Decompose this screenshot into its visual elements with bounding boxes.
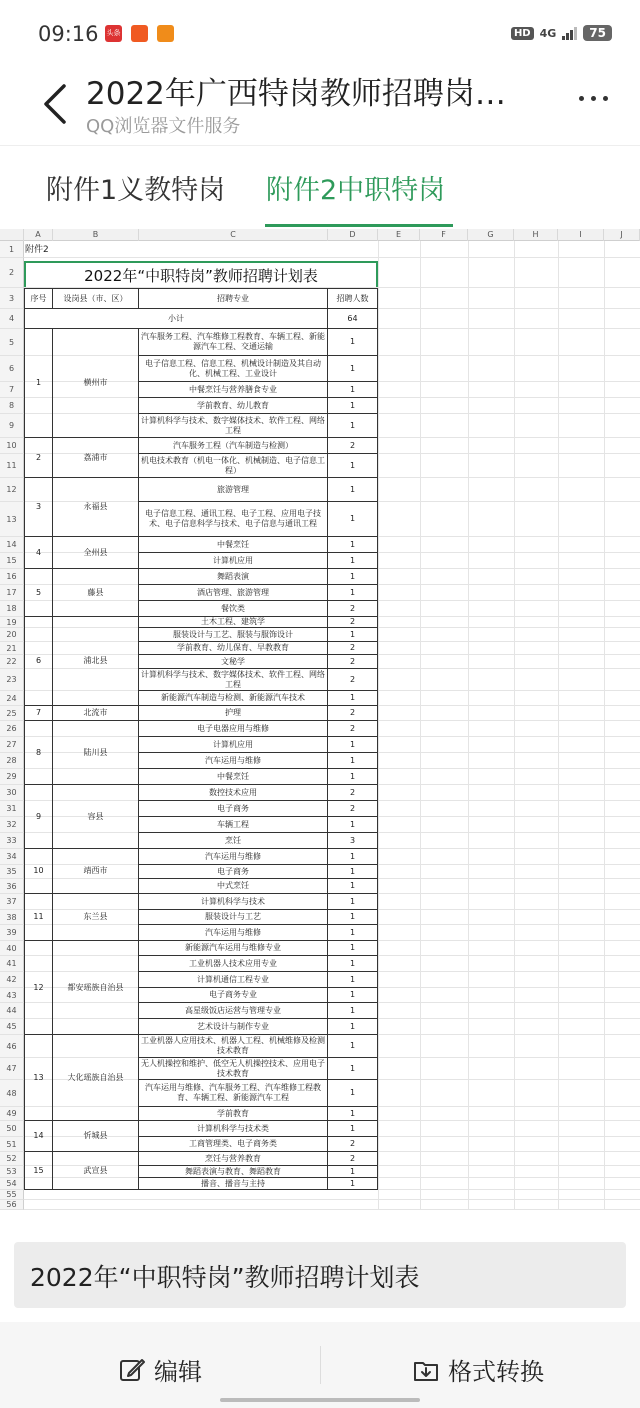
count-cell[interactable]: 1 [328, 956, 378, 972]
count-cell[interactable]: 1 [328, 382, 378, 398]
major-cell[interactable]: 汽车运用与维修 [139, 925, 328, 941]
group-seq-cell[interactable]: 9 [24, 785, 53, 849]
count-cell[interactable]: 1 [328, 569, 378, 585]
group-county-cell[interactable]: 北流市 [53, 706, 139, 721]
group-seq-cell[interactable]: 6 [24, 617, 53, 706]
row-number[interactable]: 53 [0, 1166, 24, 1178]
row-number[interactable]: 39 [0, 925, 24, 941]
major-cell[interactable]: 文秘学 [139, 655, 328, 669]
group-seq-cell[interactable]: 3 [24, 478, 53, 537]
group-county-cell[interactable]: 浦北县 [53, 617, 139, 706]
major-cell[interactable]: 播音、播音与主持 [139, 1178, 328, 1190]
group-county-cell[interactable]: 藤县 [53, 569, 139, 617]
group-county-cell[interactable]: 忻城县 [53, 1121, 139, 1152]
count-cell[interactable]: 1 [328, 817, 378, 833]
major-cell[interactable]: 烹饪 [139, 833, 328, 849]
row-number[interactable]: 15 [0, 553, 24, 569]
row-number[interactable]: 55 [0, 1190, 24, 1200]
count-cell[interactable]: 2 [328, 655, 378, 669]
count-cell[interactable]: 1 [328, 585, 378, 601]
group-county-cell[interactable]: 陆川县 [53, 721, 139, 785]
app-notification-icon [131, 25, 148, 42]
group-seq-cell[interactable]: 1 [24, 329, 53, 438]
row-number[interactable]: 27 [0, 737, 24, 753]
row-number[interactable]: 44 [0, 1003, 24, 1019]
row-number[interactable]: 10 [0, 438, 24, 454]
row-number[interactable]: 17 [0, 585, 24, 601]
count-cell[interactable]: 1 [328, 1080, 378, 1107]
count-cell[interactable]: 1 [328, 1058, 378, 1080]
major-cell[interactable]: 数控技术应用 [139, 785, 328, 801]
column-header-g[interactable]: G [468, 229, 514, 241]
major-cell[interactable]: 酒店管理、旅游管理 [139, 585, 328, 601]
row-number[interactable]: 19 [0, 617, 24, 628]
subtotal-count[interactable]: 64 [328, 309, 378, 329]
count-cell[interactable]: 1 [328, 454, 378, 478]
count-cell[interactable]: 1 [328, 414, 378, 438]
home-indicator [220, 1398, 420, 1402]
major-cell[interactable]: 车辆工程 [139, 817, 328, 833]
column-gridline [558, 241, 559, 1210]
count-cell[interactable]: 1 [328, 941, 378, 956]
row-number[interactable]: 40 [0, 941, 24, 956]
major-cell[interactable]: 汽车服务工程、汽车维修工程教育、车辆工程、新能源汽车工程、交通运输 [139, 329, 328, 356]
row-number[interactable]: 18 [0, 601, 24, 617]
column-header-d[interactable]: D [328, 229, 378, 241]
header-county[interactable]: 设岗县（市、区） [53, 288, 139, 309]
count-cell[interactable]: 1 [328, 537, 378, 553]
cell-a1[interactable]: 附件2 [25, 245, 49, 255]
count-cell[interactable]: 2 [328, 601, 378, 617]
major-cell[interactable]: 舞蹈表演与教育、舞蹈教育 [139, 1166, 328, 1178]
column-header-j[interactable]: J [604, 229, 640, 241]
row-number[interactable]: 54 [0, 1178, 24, 1190]
major-cell[interactable]: 护理 [139, 706, 328, 721]
major-cell[interactable]: 服装设计与工艺、服装与服饰设计 [139, 628, 328, 642]
count-cell[interactable]: 1 [328, 865, 378, 879]
major-cell[interactable]: 汽车服务工程（汽车制造与检测） [139, 438, 328, 454]
major-cell[interactable]: 学前教育、幼儿保育、早教教育 [139, 642, 328, 655]
group-seq-cell[interactable]: 10 [24, 849, 53, 894]
row-number[interactable]: 37 [0, 894, 24, 910]
column-header-h[interactable]: H [514, 229, 558, 241]
row-number[interactable]: 52 [0, 1152, 24, 1166]
major-cell[interactable]: 汽车运用与维修、汽车服务工程、汽车维修工程教育、车辆工程、新能源汽车工程 [139, 1080, 328, 1107]
major-cell[interactable]: 电子商务 [139, 865, 328, 879]
row-number[interactable]: 7 [0, 382, 24, 398]
major-cell[interactable]: 中餐烹饪 [139, 769, 328, 785]
row-gridline [24, 257, 640, 258]
row-number[interactable]: 11 [0, 454, 24, 478]
sheet-title-cell[interactable]: 2022年“中职特岗”教师招聘计划表 [24, 261, 378, 289]
group-seq-cell[interactable]: 5 [24, 569, 53, 617]
row-number[interactable]: 23 [0, 669, 24, 691]
row-number[interactable]: 21 [0, 642, 24, 655]
major-cell[interactable]: 电子信息工程、信息工程、机械设计制造及其自动化、机械工程、工业设计 [139, 356, 328, 382]
group-seq-cell[interactable]: 15 [24, 1152, 53, 1190]
row-number[interactable]: 4 [0, 309, 24, 329]
more-menu-icon[interactable] [579, 96, 608, 101]
status-right [511, 25, 612, 41]
major-cell[interactable]: 机电技术教育（机电一体化、机械制造、电子信息工程） [139, 454, 328, 478]
count-cell[interactable]: 1 [328, 1166, 378, 1178]
count-cell[interactable]: 2 [328, 617, 378, 628]
group-seq-cell[interactable]: 12 [24, 941, 53, 1035]
count-cell[interactable]: 1 [328, 972, 378, 988]
column-header-e[interactable]: E [378, 229, 420, 241]
signal-bars-icon [562, 26, 577, 40]
row-number[interactable]: 6 [0, 356, 24, 382]
count-cell[interactable]: 1 [328, 553, 378, 569]
major-cell[interactable]: 计算机通信工程专业 [139, 972, 328, 988]
group-county-cell[interactable]: 大化瑶族自治县 [53, 1035, 139, 1121]
signal-label: 4G [539, 26, 557, 40]
hd-icon: HD [511, 27, 534, 40]
column-gridline [378, 241, 379, 1210]
row-number[interactable]: 45 [0, 1019, 24, 1035]
major-cell[interactable]: 计算机科学与技术类 [139, 1121, 328, 1137]
row-number[interactable]: 30 [0, 785, 24, 801]
row-number[interactable]: 43 [0, 988, 24, 1003]
count-cell[interactable]: 2 [328, 801, 378, 817]
edit-label: 编辑 [154, 1358, 202, 1386]
toutiao-icon: 头条 [105, 25, 122, 42]
row-number[interactable]: 31 [0, 801, 24, 817]
edit-icon [118, 1356, 146, 1384]
major-cell[interactable]: 旅游管理 [139, 478, 328, 502]
major-cell[interactable]: 电子电器应用与维修 [139, 721, 328, 737]
row-number[interactable]: 28 [0, 753, 24, 769]
count-cell[interactable]: 1 [328, 737, 378, 753]
row-number[interactable]: 22 [0, 655, 24, 669]
row-number[interactable]: 46 [0, 1035, 24, 1058]
major-cell[interactable]: 中餐烹饪与营养膳食专业 [139, 382, 328, 398]
count-cell[interactable]: 1 [328, 988, 378, 1003]
header-count[interactable]: 招聘人数 [328, 288, 378, 309]
major-cell[interactable]: 工业机器人技术应用专业 [139, 956, 328, 972]
count-cell[interactable]: 1 [328, 398, 378, 414]
major-cell[interactable]: 计算机应用 [139, 737, 328, 753]
spreadsheet[interactable] [0, 229, 640, 1229]
column-header-f[interactable]: F [420, 229, 468, 241]
status-time: 09:16 [38, 22, 99, 46]
row-number[interactable]: 32 [0, 817, 24, 833]
major-cell[interactable]: 计算机科学与技术、数字媒体技术、软件工程、网络工程 [139, 414, 328, 438]
major-cell[interactable]: 学前教育 [139, 1107, 328, 1121]
status-bar [0, 0, 640, 62]
count-cell[interactable]: 2 [328, 669, 378, 691]
count-cell[interactable]: 2 [328, 721, 378, 737]
group-seq-cell[interactable]: 2 [24, 438, 53, 478]
row-number[interactable]: 33 [0, 833, 24, 849]
row-number[interactable]: 13 [0, 502, 24, 537]
major-cell[interactable]: 高星级饭店运营与管理专业 [139, 1003, 328, 1019]
group-county-cell[interactable]: 都安瑶族自治县 [53, 941, 139, 1035]
count-cell[interactable]: 1 [328, 753, 378, 769]
group-seq-cell[interactable]: 7 [24, 706, 53, 721]
group-county-cell[interactable]: 靖西市 [53, 849, 139, 894]
count-cell[interactable]: 1 [328, 879, 378, 894]
row-number[interactable]: 29 [0, 769, 24, 785]
sheet-tabs [0, 145, 640, 229]
major-cell[interactable]: 学前教育、幼儿教育 [139, 398, 328, 414]
header-major[interactable]: 招聘专业 [139, 288, 328, 309]
count-cell[interactable]: 1 [328, 910, 378, 925]
group-seq-cell[interactable]: 14 [24, 1121, 53, 1152]
group-seq-cell[interactable]: 13 [24, 1035, 53, 1121]
row-number[interactable]: 41 [0, 956, 24, 972]
group-seq-cell[interactable]: 8 [24, 721, 53, 785]
group-county-cell[interactable]: 容县 [53, 785, 139, 849]
count-cell[interactable]: 1 [328, 356, 378, 382]
count-cell[interactable]: 1 [328, 329, 378, 356]
row-number[interactable]: 3 [0, 288, 24, 309]
active-tab-indicator [265, 224, 453, 227]
major-cell[interactable]: 汽车运用与维修 [139, 849, 328, 865]
column-headers [0, 229, 640, 241]
row-number[interactable]: 5 [0, 329, 24, 356]
count-cell[interactable]: 1 [328, 691, 378, 706]
row-number[interactable]: 38 [0, 910, 24, 925]
count-cell[interactable]: 1 [328, 894, 378, 910]
count-cell[interactable]: 1 [328, 769, 378, 785]
sheet-name-bar [14, 1242, 626, 1308]
row-number[interactable]: 47 [0, 1058, 24, 1080]
page-subtitle: QQ浏览器文件服务 [86, 116, 241, 137]
major-cell[interactable]: 土木工程、建筑学 [139, 617, 328, 628]
group-county-cell[interactable]: 横州市 [53, 329, 139, 438]
count-cell[interactable]: 2 [328, 438, 378, 454]
row-number[interactable]: 2 [0, 258, 24, 288]
row-number[interactable]: 35 [0, 865, 24, 879]
bottom-actions [0, 1322, 640, 1408]
page-title: 2022年广西特岗教师招聘岗… [86, 76, 506, 112]
row-number[interactable]: 36 [0, 879, 24, 894]
count-cell[interactable]: 2 [328, 785, 378, 801]
major-cell[interactable]: 艺术设计与制作专业 [139, 1019, 328, 1035]
tab-attachment-2[interactable]: 附件2中职特岗 [266, 175, 446, 206]
row-number[interactable]: 50 [0, 1121, 24, 1137]
row-number[interactable]: 24 [0, 691, 24, 706]
column-gridline [604, 241, 605, 1210]
major-cell[interactable]: 电子信息工程、通讯工程、电子工程、应用电子技术、电子信息科学与技术、电子信息与通讯工程 [139, 502, 328, 537]
row-number[interactable]: 56 [0, 1200, 24, 1210]
count-cell[interactable]: 2 [328, 1137, 378, 1152]
group-seq-cell[interactable]: 4 [24, 537, 53, 569]
actions-divider [320, 1346, 321, 1384]
group-seq-cell[interactable]: 11 [24, 894, 53, 941]
row-number[interactable]: 48 [0, 1080, 24, 1107]
count-cell[interactable]: 1 [328, 925, 378, 941]
count-cell[interactable]: 1 [328, 502, 378, 537]
row-number[interactable]: 16 [0, 569, 24, 585]
count-cell[interactable]: 3 [328, 833, 378, 849]
count-cell[interactable]: 1 [328, 1107, 378, 1121]
major-cell[interactable]: 烹饪与营养教育 [139, 1152, 328, 1166]
major-cell[interactable]: 计算机应用 [139, 553, 328, 569]
count-cell[interactable]: 1 [328, 1035, 378, 1058]
group-county-cell[interactable]: 永福县 [53, 478, 139, 537]
column-gridline [420, 241, 421, 1210]
count-cell[interactable]: 1 [328, 1019, 378, 1035]
column-header-c[interactable]: C [139, 229, 328, 241]
major-cell[interactable]: 舞蹈表演 [139, 569, 328, 585]
row-number[interactable]: 9 [0, 414, 24, 438]
row-number[interactable]: 14 [0, 537, 24, 553]
major-cell[interactable]: 餐饮类 [139, 601, 328, 617]
count-cell[interactable]: 2 [328, 706, 378, 721]
corner-cell[interactable] [0, 229, 24, 241]
major-cell[interactable]: 计算机科学与技术 [139, 894, 328, 910]
count-cell[interactable]: 1 [328, 478, 378, 502]
count-cell[interactable]: 1 [328, 628, 378, 642]
major-cell[interactable]: 服装设计与工艺 [139, 910, 328, 925]
major-cell[interactable]: 汽车运用与维修 [139, 753, 328, 769]
major-cell[interactable]: 工商管理类、电子商务类 [139, 1137, 328, 1152]
major-cell[interactable]: 中式烹饪 [139, 879, 328, 894]
row-gridline [24, 1199, 640, 1200]
row-number[interactable]: 49 [0, 1107, 24, 1121]
column-header-b[interactable]: B [53, 229, 139, 241]
row-number[interactable]: 42 [0, 972, 24, 988]
count-cell[interactable]: 2 [328, 1152, 378, 1166]
major-cell[interactable]: 计算机科学与技术、数字媒体技术、软件工程、网络工程 [139, 669, 328, 691]
format-convert-label: 格式转换 [448, 1358, 544, 1386]
column-header-a[interactable]: A [24, 229, 53, 241]
major-cell[interactable]: 新能源汽车运用与维修专业 [139, 941, 328, 956]
row-number[interactable]: 1 [0, 241, 24, 258]
major-cell[interactable]: 工业机器人应用技术、机器人工程、机械维修及检测技术教育 [139, 1035, 328, 1058]
count-cell[interactable]: 1 [328, 1121, 378, 1137]
group-county-cell[interactable]: 武宣县 [53, 1152, 139, 1190]
count-cell[interactable]: 1 [328, 1178, 378, 1190]
count-cell[interactable]: 1 [328, 1003, 378, 1019]
folder-download-icon [412, 1356, 440, 1384]
sheet-name: 2022年“中职特岗”教师招聘计划表 [30, 1263, 420, 1292]
row-number[interactable]: 12 [0, 478, 24, 502]
group-county-cell[interactable]: 东兰县 [53, 894, 139, 941]
header-seq[interactable]: 序号 [24, 288, 53, 309]
count-cell[interactable]: 2 [328, 642, 378, 655]
row-number[interactable]: 34 [0, 849, 24, 865]
column-header-i[interactable]: I [558, 229, 604, 241]
app-notification-icon-2 [157, 25, 174, 42]
format-convert-button[interactable] [412, 1352, 544, 1387]
group-county-cell[interactable]: 全州县 [53, 537, 139, 569]
row-number[interactable]: 8 [0, 398, 24, 414]
major-cell[interactable]: 中餐烹饪 [139, 537, 328, 553]
column-gridline [514, 241, 515, 1210]
row-gridline [24, 1209, 640, 1210]
edit-button[interactable] [118, 1352, 202, 1387]
battery-icon: 75 [583, 25, 612, 41]
tab-attachment-1[interactable]: 附件1义教特岗 [46, 175, 226, 206]
row-number[interactable]: 20 [0, 628, 24, 642]
major-cell[interactable]: 新能源汽车制造与检测、新能源汽车技术 [139, 691, 328, 706]
row-number[interactable]: 26 [0, 721, 24, 737]
row-number[interactable]: 25 [0, 706, 24, 721]
subtotal-label[interactable]: 小计 [24, 309, 328, 329]
count-cell[interactable]: 1 [328, 849, 378, 865]
major-cell[interactable]: 无人机操控和维护、低空无人机操控技术、应用电子技术教育 [139, 1058, 328, 1080]
major-cell[interactable]: 电子商务 [139, 801, 328, 817]
back-arrow-icon[interactable] [40, 82, 72, 126]
row-number[interactable]: 51 [0, 1137, 24, 1152]
group-county-cell[interactable]: 荔浦市 [53, 438, 139, 478]
column-gridline [468, 241, 469, 1210]
major-cell[interactable]: 电子商务专业 [139, 988, 328, 1003]
